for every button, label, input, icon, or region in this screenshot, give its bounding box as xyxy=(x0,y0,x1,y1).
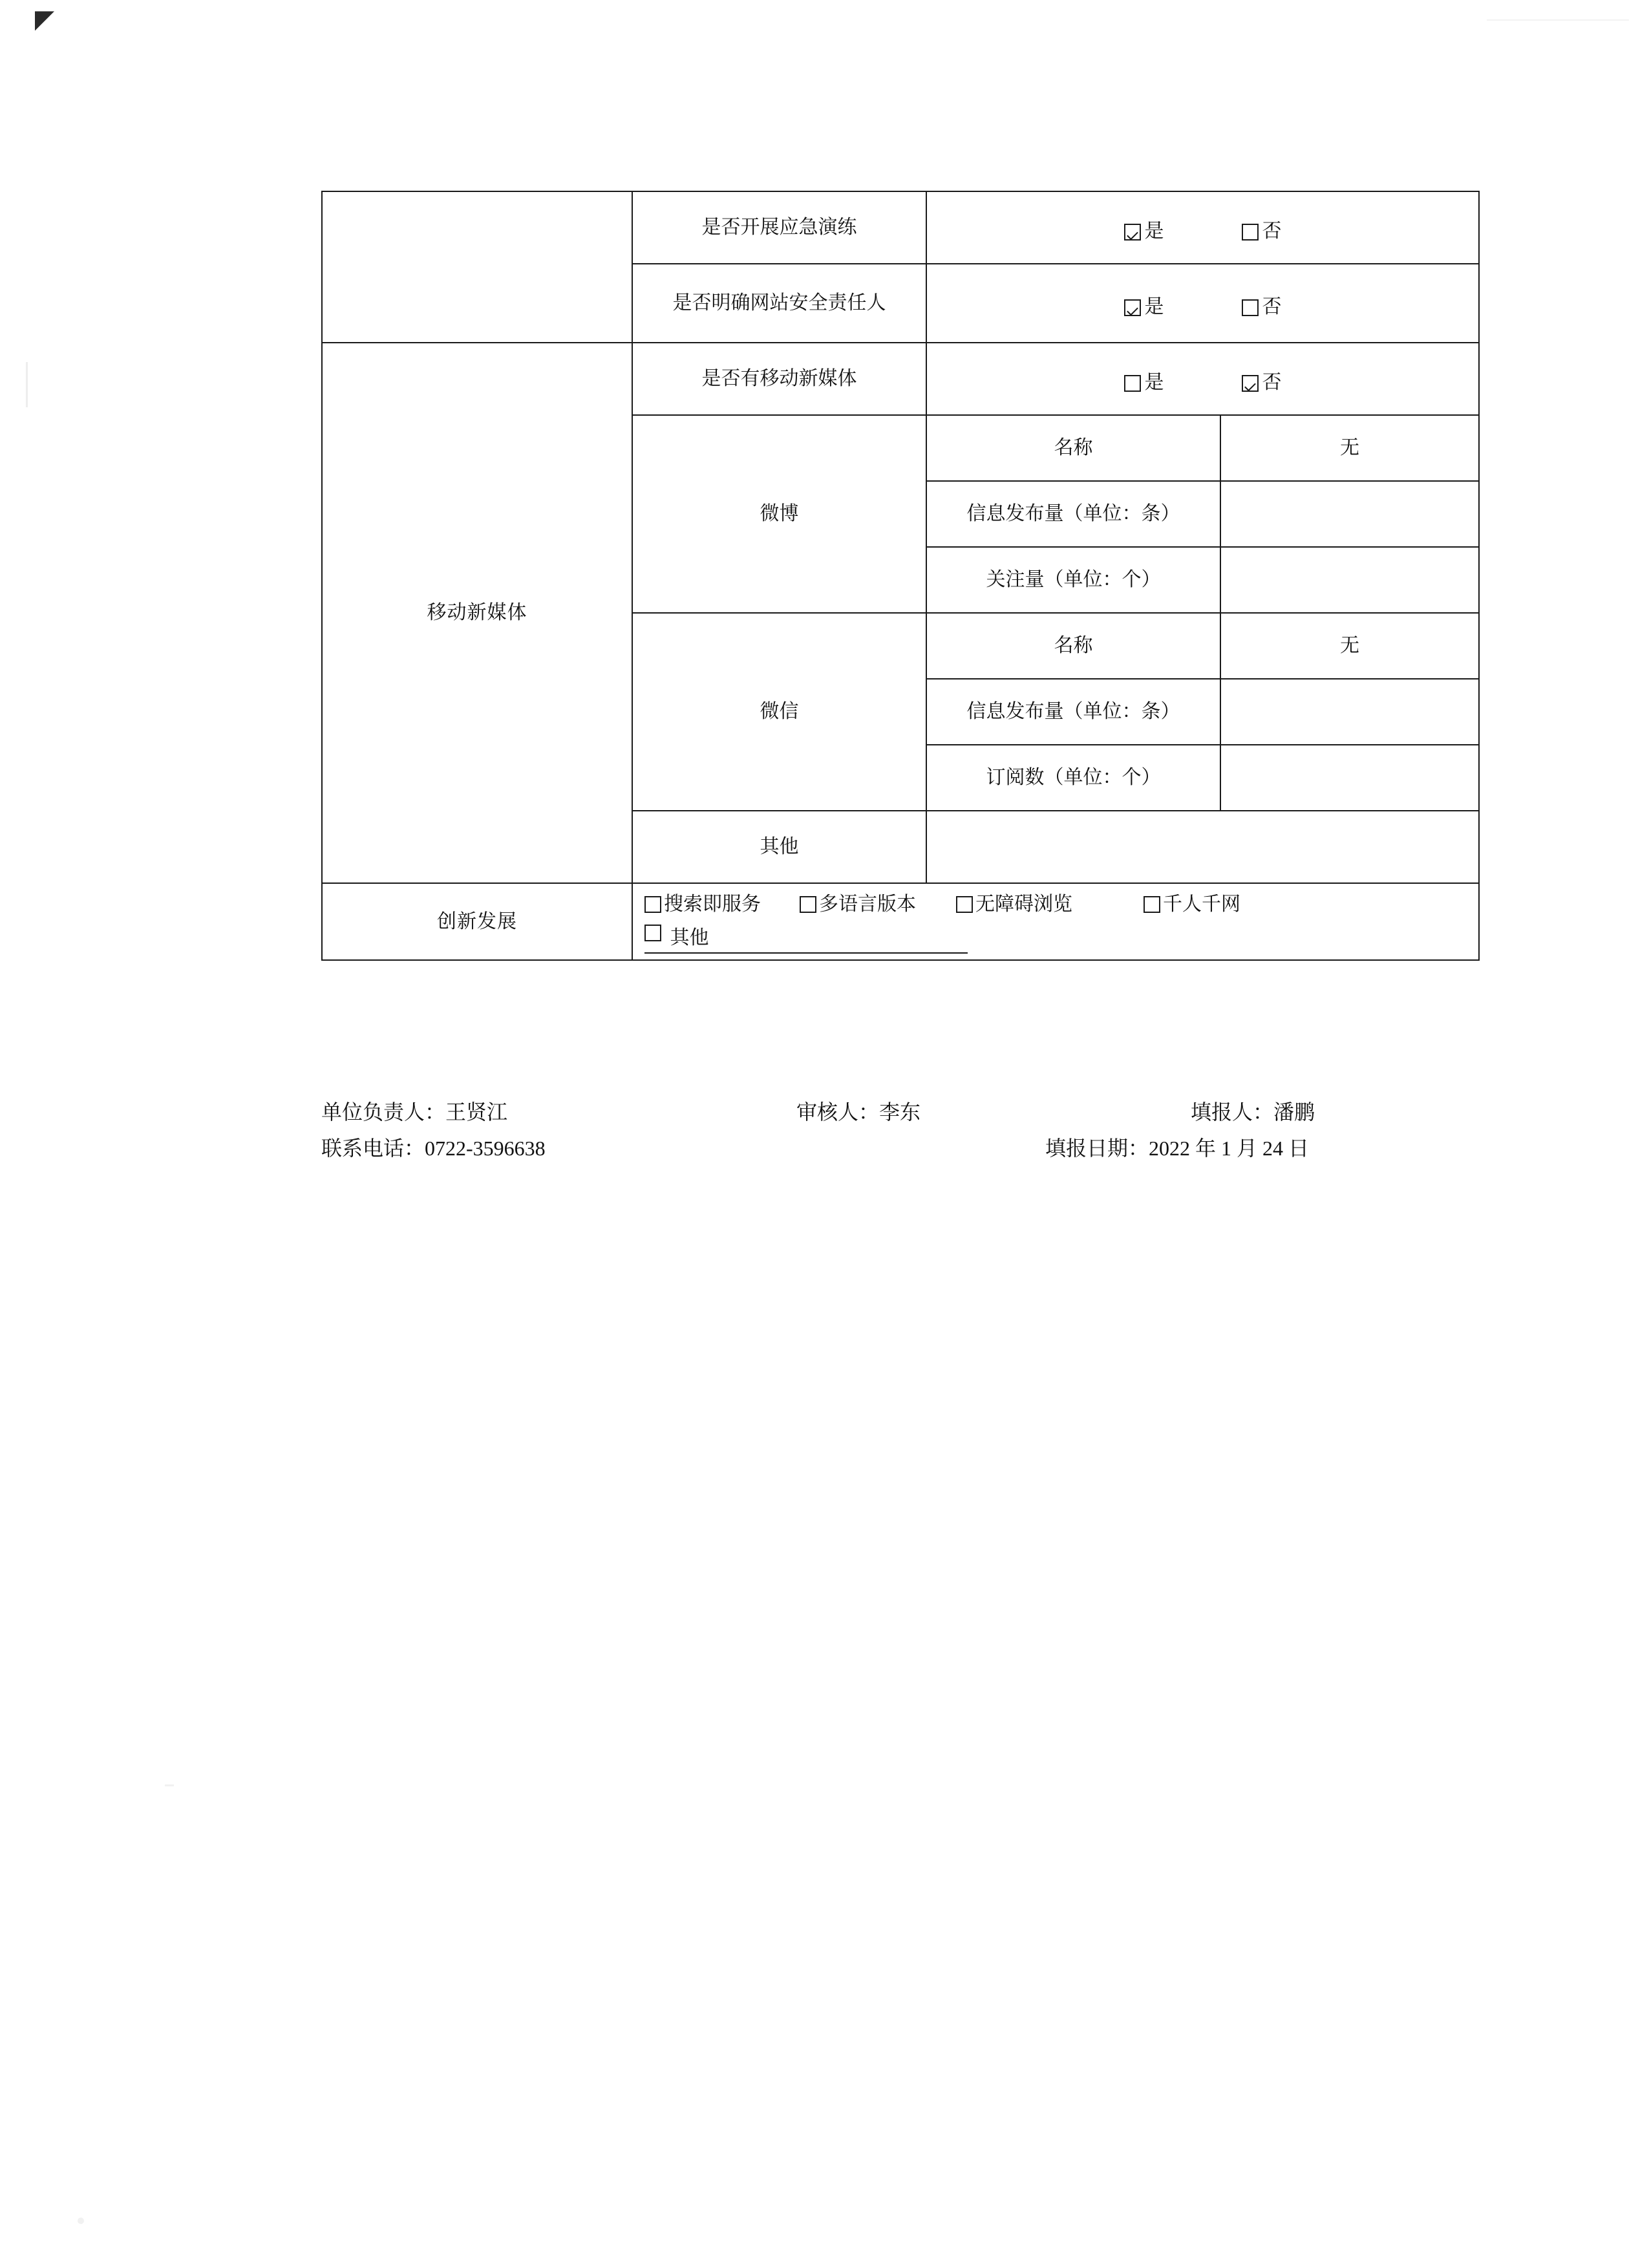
signature-line-1 xyxy=(321,1093,1485,1129)
option-has-mobile-media-yes[interactable] xyxy=(1124,366,1164,394)
weixin-field-posts-value[interactable] xyxy=(1220,679,1479,745)
option-label: 千人千网 xyxy=(1163,893,1240,915)
checkbox-icon[interactable] xyxy=(1242,299,1259,316)
signature-block xyxy=(321,1093,1485,1165)
row-value-emergency-drill xyxy=(926,191,1479,264)
weibo-field-posts-value[interactable] xyxy=(1220,481,1479,547)
reviewer-value: 李东 xyxy=(879,1100,921,1124)
blank-category-cell xyxy=(322,191,632,343)
option-label: 无障碍浏览 xyxy=(975,893,1072,915)
weibo-field-name-label: 名称 xyxy=(926,415,1220,481)
table-row xyxy=(322,883,1479,960)
scan-artifact xyxy=(165,1784,174,1786)
reviewer-field xyxy=(796,1093,920,1132)
weixin-field-name-value[interactable]: 无 xyxy=(1220,613,1479,679)
row-value-security-owner xyxy=(926,264,1479,343)
group-label-weixin: 微信 xyxy=(632,613,926,811)
signature-line-2 xyxy=(321,1129,1485,1165)
group-value-other[interactable] xyxy=(926,811,1479,883)
option-multilingual[interactable] xyxy=(800,890,916,919)
option-emergency-drill-yes[interactable] xyxy=(1124,215,1164,243)
phone-field xyxy=(321,1129,546,1168)
checkbox-icon[interactable] xyxy=(800,896,816,913)
option-accessibility[interactable] xyxy=(956,890,1072,919)
option-label: 是 xyxy=(1144,372,1164,394)
weixin-field-subscribers-label: 订阅数（单位：个） xyxy=(926,745,1220,811)
option-label: 否 xyxy=(1262,296,1282,318)
row-value-has-mobile-media xyxy=(926,343,1479,415)
table-row xyxy=(322,191,1479,264)
scan-corner-mark: ◤ xyxy=(35,12,54,33)
scan-artifact xyxy=(26,362,28,407)
reporter-label: 填报人： xyxy=(1191,1100,1274,1124)
weibo-field-followers-label: 关注量（单位：个） xyxy=(926,547,1220,613)
group-label-weibo: 微博 xyxy=(632,415,926,613)
unit-leader-field xyxy=(321,1093,507,1132)
checkbox-icon[interactable] xyxy=(1124,375,1141,392)
date-field xyxy=(1045,1129,1309,1168)
option-label: 其他 xyxy=(670,926,709,948)
phone-value: 0722-3596638 xyxy=(425,1137,546,1160)
unit-leader-label: 单位负责人： xyxy=(321,1100,446,1124)
option-personalized-site[interactable] xyxy=(1144,890,1240,919)
row-label-has-mobile-media: 是否有移动新媒体 xyxy=(632,343,926,415)
reporter-value: 潘鹏 xyxy=(1273,1100,1315,1124)
weixin-field-posts-label: 信息发布量（单位：条） xyxy=(926,679,1220,745)
innovation-options-row-1 xyxy=(633,884,1478,923)
scan-artifact xyxy=(1487,19,1629,21)
section-label-mobile-media: 移动新媒体 xyxy=(322,343,632,883)
option-security-owner-yes[interactable] xyxy=(1124,290,1164,319)
date-label: 填报日期： xyxy=(1045,1137,1149,1160)
weixin-field-subscribers-value[interactable] xyxy=(1220,745,1479,811)
option-search-as-service[interactable] xyxy=(644,890,761,919)
option-label: 搜索即服务 xyxy=(664,893,761,915)
row-label-security-owner: 是否明确网站安全责任人 xyxy=(632,264,926,343)
table-row xyxy=(322,343,1479,415)
unit-leader-value: 王贤江 xyxy=(445,1100,508,1124)
reporter-field xyxy=(1191,1093,1315,1132)
handwriting-underline xyxy=(644,952,968,954)
checkbox-icon[interactable] xyxy=(956,896,973,913)
option-emergency-drill-no[interactable] xyxy=(1242,215,1282,243)
option-label: 否 xyxy=(1262,372,1282,394)
weibo-field-name-value[interactable]: 无 xyxy=(1220,415,1479,481)
date-value: 2022 年 1 月 24 日 xyxy=(1149,1137,1310,1160)
phone-label: 联系电话： xyxy=(321,1137,425,1160)
checkbox-checked-icon[interactable] xyxy=(1124,299,1141,316)
option-has-mobile-media-no[interactable] xyxy=(1242,366,1282,394)
checkbox-checked-icon[interactable] xyxy=(1124,224,1141,241)
option-innovation-other[interactable] xyxy=(644,924,709,952)
option-label: 是 xyxy=(1144,220,1164,242)
option-label: 是 xyxy=(1144,296,1164,318)
report-table xyxy=(321,191,1478,961)
section-label-innovation: 创新发展 xyxy=(322,883,632,960)
weixin-field-name-label: 名称 xyxy=(926,613,1220,679)
scan-artifact xyxy=(78,2218,84,2224)
weibo-field-posts-label: 信息发布量（单位：条） xyxy=(926,481,1220,547)
reviewer-label: 审核人： xyxy=(796,1100,880,1124)
option-security-owner-no[interactable] xyxy=(1242,290,1282,319)
innovation-options-row-2 xyxy=(633,923,1478,960)
row-label-emergency-drill: 是否开展应急演练 xyxy=(632,191,926,264)
checkbox-icon[interactable] xyxy=(1144,896,1160,913)
option-label: 否 xyxy=(1262,220,1282,242)
checkbox-icon[interactable] xyxy=(1242,224,1259,241)
option-label: 多语言版本 xyxy=(819,893,916,915)
innovation-options-cell xyxy=(632,883,1479,960)
checkbox-icon[interactable] xyxy=(644,896,661,913)
checkbox-checked-icon[interactable] xyxy=(1242,375,1259,392)
weibo-field-followers-value[interactable] xyxy=(1220,547,1479,613)
checkbox-icon[interactable] xyxy=(644,925,661,941)
group-label-other: 其他 xyxy=(632,811,926,883)
